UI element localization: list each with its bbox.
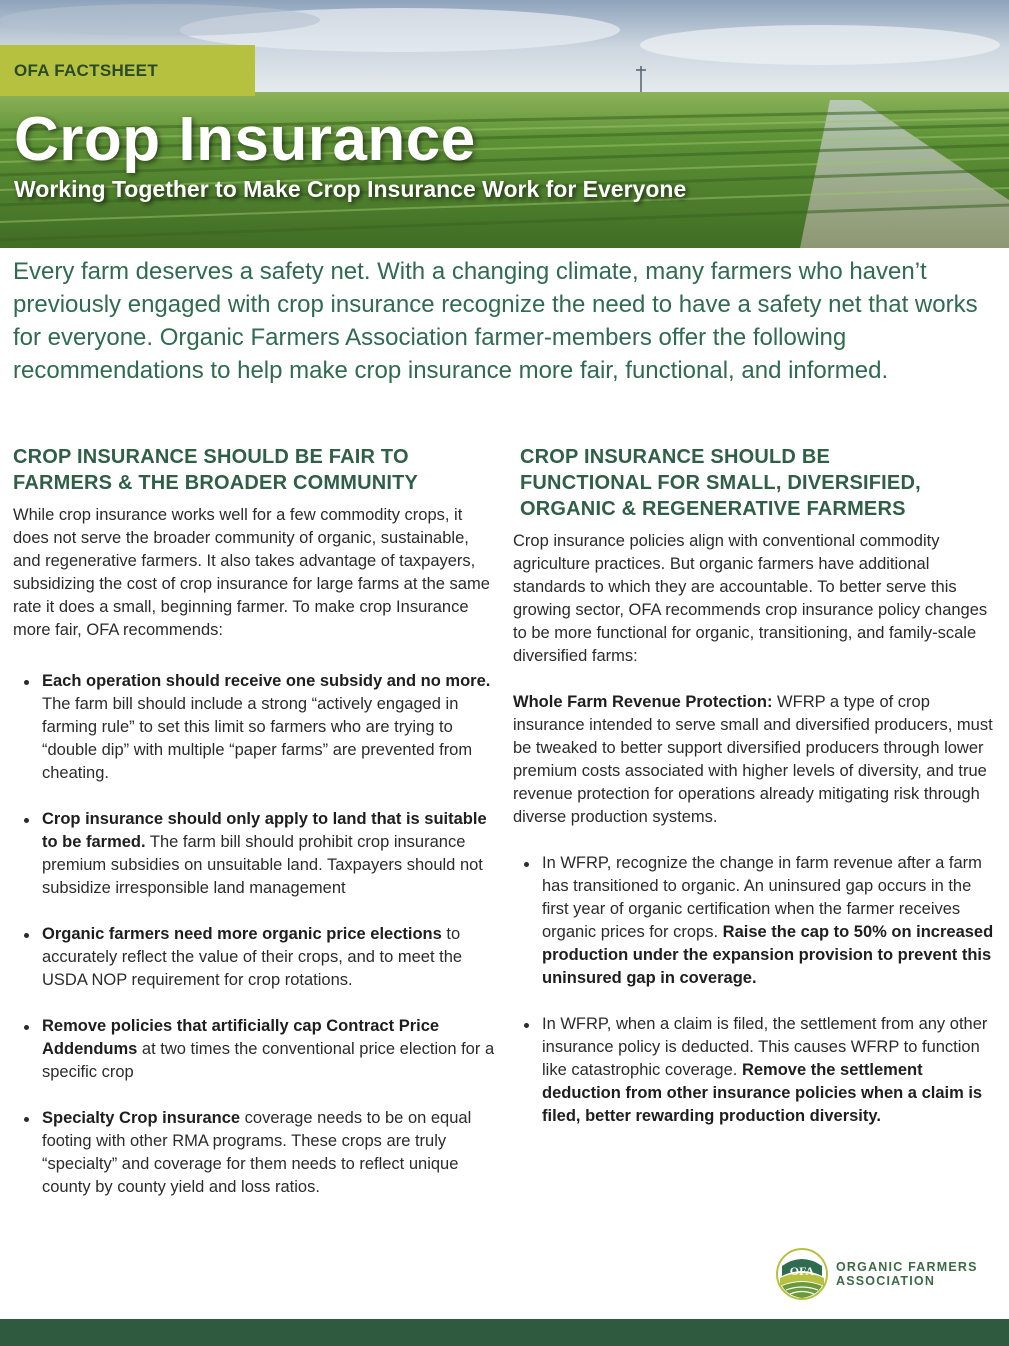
left-heading-line-2: FARMERS & THE BROADER COMMUNITY — [13, 472, 419, 494]
ofa-logo — [776, 1248, 996, 1300]
left-column — [13, 444, 495, 1199]
ofa-logo-icon — [776, 1248, 828, 1300]
list-item — [13, 923, 495, 992]
logo-wordmark — [836, 1260, 978, 1288]
list-item — [13, 808, 495, 900]
right-heading-line-1: CROP INSURANCE SHOULD BE — [520, 446, 831, 468]
left-heading — [13, 444, 495, 496]
left-lead-paragraph: While crop insurance works well for a few commodity crops, it does not serve the broader community of organic, sustainable, and regenerative farmers. It also takes advantage of taxpayers, subsidizing the cost of crop insurance for large farms at the same rate it does a small, beginning farmer. To make crop Insurance more fair, OFA recommends: — [13, 506, 490, 639]
list-item-bold: Crop insurance should only apply to land that is suitable to be farmed. — [42, 810, 487, 851]
list-item-bold: Remove policies that artificially cap Contract Price Addendums — [42, 1017, 440, 1058]
list-item-text: The farm bill should include a strong “actively engaged in farming rule” to set this limit so farmers who are trying to “double dip” with multiple “paper farms” are prevented from cheating. — [42, 695, 473, 782]
logo-mark-text: OFA — [789, 1264, 815, 1278]
left-heading-line-1: CROP INSURANCE SHOULD BE FAIR TO — [13, 446, 409, 468]
list-item-text: coverage needs to be on equal footing with other RMA programs. These crops are truly “specialty” and coverage for them needs to reflect unique county by county yield and loss ratios. — [42, 1109, 472, 1196]
footer-bar — [0, 1319, 1009, 1346]
intro-paragraph: Every farm deserves a safety net. With a changing climate, many farmers who haven’t previously engaged with crop insurance recognize the need to have a safety net that works for everyone. Organic Farmers Association farmer-members offer the following recommendations to help make crop insurance more fair, functional, and informed. — [13, 258, 978, 384]
page-title: Crop Insurance — [14, 105, 476, 174]
right-heading — [513, 444, 997, 522]
list-item — [13, 1107, 495, 1199]
right-heading-line-3: ORGANIC & REGENERATIVE FARMERS — [520, 498, 906, 520]
logo-line-1: ORGANIC FARMERS — [836, 1260, 978, 1274]
wfrp-paragraph — [513, 691, 997, 829]
right-heading-line-2: FUNCTIONAL FOR SMALL, DIVERSIFIED, — [520, 472, 921, 494]
list-item-bold: Specialty Crop insurance — [42, 1109, 241, 1127]
right-column — [513, 444, 997, 1128]
list-item-bold: Each operation should receive one subsidy and no more. — [42, 672, 491, 690]
left-recommendations-list — [13, 670, 495, 1199]
factsheet-badge: OFA FACTSHEET — [0, 45, 255, 96]
list-item-text: at two times the conventional price election for a specific crop — [42, 1040, 495, 1081]
list-item — [13, 1015, 495, 1084]
list-item-text: The farm bill should prohibit crop insurance premium subsidies on unsuitable land. Taxpayers should not subsidize irresponsible land management — [42, 833, 483, 897]
list-item-text: In WFRP, when a claim is filed, the settlement from any other insurance policy is deducted. This causes WFRP to function like catastrophic coverage. — [542, 1015, 988, 1079]
list-item-text: to accurately reflect the value of their crops, and to meet the USDA NOP requirement for crop rotations. — [42, 925, 463, 989]
right-recommendations-list — [513, 852, 997, 1128]
wfrp-label: Whole Farm Revenue Protection: — [513, 693, 773, 711]
page-subtitle: Working Together to Make Crop Insurance Work for Everyone — [14, 176, 687, 202]
wfrp-text: WFRP a type of crop insurance intended to serve small and diversified producers, must be tweaked to better support diversified producers through lower premium costs associated with higher levels of diversity, and true revenue protection for operations already mitigating risk through diverse production systems. — [513, 693, 993, 826]
list-item — [513, 852, 997, 990]
right-lead-paragraph: Crop insurance policies align with conventional commodity agriculture practices. But organic farmers have additional standards to which they are accountable. To better serve this growing sector, OFA recommends crop insurance policy changes to be more functional for organic, transitioning, and family-scale diversified farms: — [513, 532, 988, 665]
list-item-text: In WFRP, recognize the change in farm revenue after a farm has transitioned to organic. An uninsured gap occurs in the first year of organic certification when the farmer receives organic prices for crops. — [542, 854, 982, 941]
hero-banner — [0, 0, 1009, 248]
list-item-bold: Organic farmers need more organic price elections — [42, 925, 442, 943]
list-item — [513, 1013, 997, 1128]
logo-line-2: ASSOCIATION — [836, 1274, 936, 1288]
list-item-bold: Raise the cap to 50% on increased production under the expansion provision to prevent this uninsured gap in coverage. — [542, 923, 994, 987]
list-item — [13, 670, 495, 785]
list-item-bold: Remove the settlement deduction from other insurance policies when a claim is filed, better rewarding production diversity. — [542, 1061, 983, 1125]
